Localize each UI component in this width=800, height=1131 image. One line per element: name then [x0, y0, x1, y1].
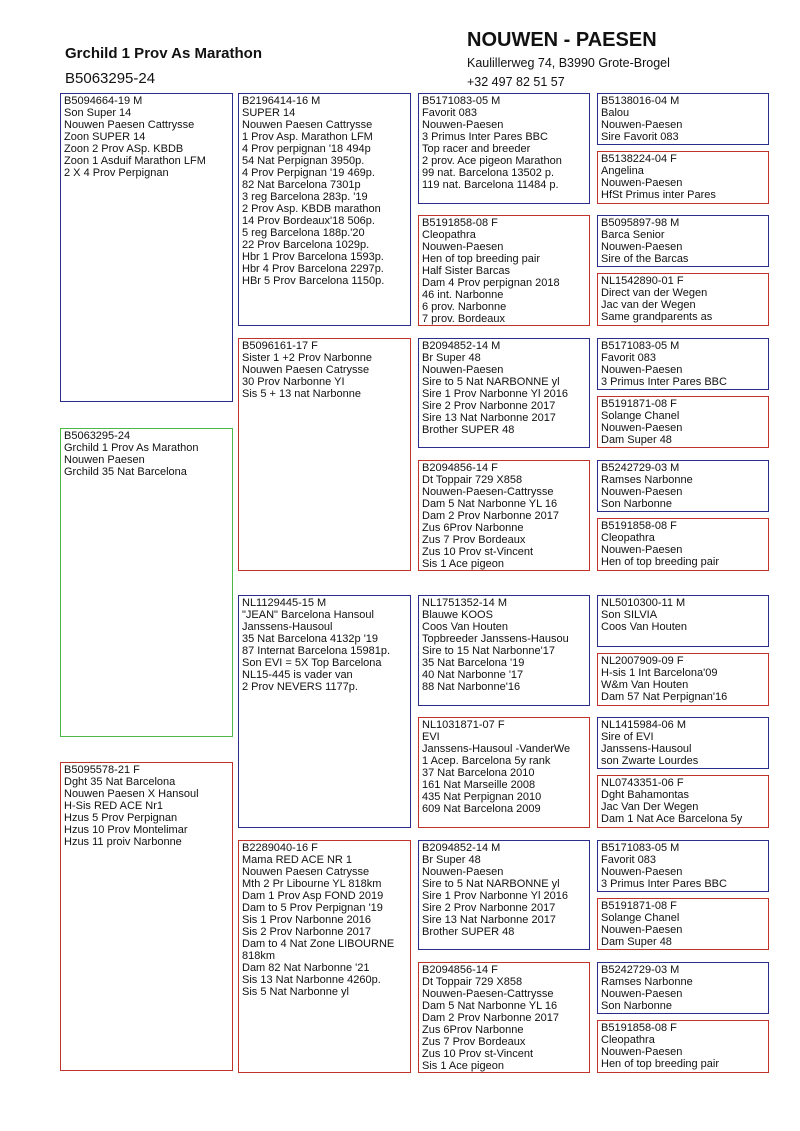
great-great-grandparent-card[interactable] [597, 775, 769, 828]
great-great-grandparent-card[interactable] [597, 898, 769, 950]
pigeon-name: Cleopathra [422, 229, 476, 241]
pigeon-name: Dt Toppair 729 X858 [422, 474, 523, 486]
ring-number: NL1542890-01 F [601, 275, 684, 287]
great-great-grandparent-card[interactable] [597, 396, 769, 448]
pedigree-line: Dam 82 Nat Narbonne '21 [242, 962, 370, 974]
pedigree-line: Dam to 5 Prov Perpignan '19 [242, 902, 383, 914]
ring-number: B5191858-08 F [422, 217, 498, 229]
pedigree-line: Nouwen-Paesen [601, 177, 683, 189]
pigeon-name: Blauwe KOOS [422, 609, 493, 621]
pigeon-name: Direct van der Wegen [601, 287, 708, 299]
pedigree-line: Nouwen Paesen Catrysse [242, 866, 370, 878]
pigeon-name: Barca Senior [601, 229, 665, 241]
pedigree-line: Sis 2 Prov Narbonne 2017 [242, 926, 372, 938]
pedigree-line: 35 Nat Barcelona 4132p '19 [242, 633, 379, 645]
pedigree-line: 46 int. Narbonne [422, 289, 504, 301]
ring-number: B5171083-05 M [601, 842, 680, 854]
pedigree-line: Zoon 1 Asduif Marathon LFM [64, 155, 206, 167]
pedigree-line: Dam 5 Nat Narbonne YL 16 [422, 1000, 558, 1012]
ring-number: NL2007909-09 F [601, 655, 684, 667]
pedigree-line: Sire to 15 Nat Narbonne'17 [422, 645, 555, 657]
pedigree-line: son Zwarte Lourdes [601, 755, 699, 767]
pedigree-line: Same grandparents as [601, 311, 713, 323]
pedigree-line: Janssens-Hausoul [242, 621, 333, 633]
ring-number: B5171083-05 M [601, 340, 680, 352]
pedigree-line: Sis 5 + 13 nat Narbonne [242, 388, 361, 400]
ring-number: B5095897-98 M [601, 217, 680, 229]
pedigree-line: H-Sis RED ACE Nr1 [64, 800, 164, 812]
pedigree-line: Nouwen-Paesen [601, 422, 683, 434]
pigeon-name: H-sis 1 Int Barcelona'09 [601, 667, 718, 679]
pedigree-line: 3 Primus Inter Pares BBC [601, 376, 727, 388]
pigeon-name: SUPER 14 [242, 107, 296, 119]
ring-number: B5063295-24 [64, 430, 131, 442]
pigeon-name: Cleopathra [601, 1034, 655, 1046]
pedigree-line: Sire to 5 Nat NARBONNE yl [422, 878, 560, 890]
pedigree-line: Janssens-Hausoul [601, 743, 692, 755]
pedigree-line: Zus 10 Prov st-Vincent [422, 546, 534, 558]
pedigree-line: Nouwen-Paesen [601, 241, 683, 253]
ring-number: NL1031871-07 F [422, 719, 505, 731]
pigeon-name: Solange Chanel [601, 912, 680, 924]
pedigree-line: 3 reg Barcelona 283p. '19 [242, 191, 368, 203]
pedigree-line: 99 nat. Barcelona 13502 p. [422, 167, 555, 179]
pedigree-line: 2 Prov Asp. KBDB marathon [242, 203, 381, 215]
pedigree-line: Dam Super 48 [601, 434, 672, 446]
pedigree-line: Nouwen-Paesen [601, 486, 683, 498]
pedigree-line: Dam 2 Prov Narbonne 2017 [422, 1012, 559, 1024]
pigeon-name: EVI [422, 731, 440, 743]
pigeon-name: Br Super 48 [422, 352, 481, 364]
great-great-grandparent-card[interactable] [597, 653, 769, 706]
pedigree-line: 37 Nat Barcelona 2010 [422, 767, 535, 779]
pedigree-line: Hen of top breeding pair [422, 253, 541, 265]
pedigree-line: Hen of top breeding pair [601, 1058, 720, 1070]
pedigree-line: Grchild 35 Nat Barcelona [64, 466, 187, 478]
great-great-grandparent-card[interactable] [597, 840, 769, 892]
pedigree-line: Nouwen-Paesen [422, 866, 504, 878]
great-grandparent-card[interactable] [418, 962, 590, 1073]
pedigree-line: Zoon 2 Prov ASp. KBDB [64, 143, 184, 155]
pedigree-line: Topbreeder Janssens-Hausou [422, 633, 569, 645]
great-great-grandparent-card[interactable] [597, 595, 769, 647]
great-great-grandparent-card[interactable] [597, 518, 769, 571]
pedigree-line: Hbr 1 Prov Barcelona 1593p. [242, 251, 384, 263]
pigeon-name: Favorit 083 [601, 854, 657, 866]
great-grandparent-card[interactable] [418, 338, 590, 448]
ring-number: B5094664-19 M [64, 95, 143, 107]
pedigree-line: Dam 57 Nat Perpignan'16 [601, 691, 728, 703]
pedigree-line: 22 Prov Barcelona 1029p. [242, 239, 370, 251]
pedigree-line: 1 Acep. Barcelona 5y rank [422, 755, 551, 767]
pedigree-line: Nouwen Paesen Cattrysse [242, 119, 373, 131]
pigeon-name: Favorit 083 [601, 352, 657, 364]
great-great-grandparent-card[interactable] [597, 215, 769, 267]
ring-number: B5191871-08 F [601, 398, 677, 410]
pedigree-line: Sire to 5 Nat NARBONNE yl [422, 376, 560, 388]
pedigree-line: Hzus 5 Prov Perpignan [64, 812, 178, 824]
ring-number: NL5010300-11 M [601, 597, 686, 609]
pedigree-line: 88 Nat Narbonne'16 [422, 681, 521, 693]
ring-number: B5191858-08 F [601, 1022, 677, 1034]
ring-number: B5191858-08 F [601, 520, 677, 532]
pedigree-line: Nouwen-Paesen [601, 364, 683, 376]
great-great-grandparent-card[interactable] [597, 460, 769, 512]
pedigree-line: 87 Internat Barcelona 15981p. [242, 645, 391, 657]
granddam-dam-side-card[interactable] [238, 840, 411, 1073]
pedigree-line: Nouwen-Paesen [422, 241, 504, 253]
pedigree-line: Coos Van Houten [601, 621, 688, 633]
pedigree-line: 30 Prov Narbonne YI [242, 376, 345, 388]
great-grandparent-card[interactable] [418, 93, 590, 204]
pigeon-name: Favorit 083 [422, 107, 478, 119]
pedigree-line: 2 Prov NEVERS 1177p. [242, 681, 358, 693]
pedigree-line: Sis 1 Prov Narbonne 2016 [242, 914, 372, 926]
grandsire-dam-side-card[interactable] [238, 595, 411, 828]
ring-number: B2289040-16 F [242, 842, 318, 854]
great-grandparent-card[interactable] [418, 215, 590, 326]
great-great-grandparent-card[interactable] [597, 93, 769, 145]
pedigree-line: Dam Super 48 [601, 936, 672, 948]
pigeon-name: Dt Toppair 729 X858 [422, 976, 523, 988]
pedigree-line: 6 prov. Narbonne [422, 301, 507, 313]
pedigree-line: 4 Prov Perpignan '19 469p. [242, 167, 375, 179]
great-grandparent-card[interactable] [418, 595, 590, 706]
ring-number: B5096161-17 F [242, 340, 318, 352]
pigeon-name: Sister 1 +2 Prov Narbonne [242, 352, 372, 364]
pedigree-line: Nouwen-Paesen-Cattrysse [422, 988, 554, 1000]
ring-number: B2094856-14 F [422, 964, 498, 976]
pedigree-line: 2 prov. Ace pigeon Marathon [422, 155, 562, 167]
great-grandparent-card[interactable] [418, 460, 590, 571]
pigeon-name: Br Super 48 [422, 854, 481, 866]
granddam-sire-side-card[interactable] [238, 338, 411, 571]
great-grandparent-card[interactable] [418, 717, 590, 828]
pigeon-name: Ramses Narbonne [601, 474, 693, 486]
ring-number: B5171083-05 M [422, 95, 501, 107]
pedigree-line: Mth 2 Pr Libourne YL 818km [242, 878, 382, 890]
breeder-name: NOUWEN - PAESEN [467, 29, 657, 51]
great-great-grandparent-card[interactable] [597, 273, 769, 326]
pedigree-line: Dam 5 Nat Narbonne YL 16 [422, 498, 558, 510]
pedigree-line: Nouwen Paesen [64, 454, 145, 466]
pedigree-line: Nouwen-Paesen [601, 1046, 683, 1058]
pedigree-line: Top racer and breeder [422, 143, 531, 155]
great-great-grandparent-card[interactable] [597, 717, 769, 769]
ring-number: B5191871-08 F [601, 900, 677, 912]
pedigree-line: Janssens-Hausoul -VanderWe [422, 743, 571, 755]
pedigree-line: HfSt Primus inter Pares [601, 189, 716, 201]
great-great-grandparent-card[interactable] [597, 338, 769, 390]
pedigree-line: Dam 2 Prov Narbonne 2017 [422, 510, 559, 522]
ring-number: NL1129445-15 M [242, 597, 327, 609]
pigeon-name: Ramses Narbonne [601, 976, 693, 988]
pedigree-line: Dam 4 Prov perpignan 2018 [422, 277, 560, 289]
pedigree-line: NL15-445 is vader van [242, 669, 353, 681]
pedigree-line: Hbr 4 Prov Barcelona 2297p. [242, 263, 384, 275]
pedigree-line: Coos Van Houten [422, 621, 509, 633]
pedigree-line: Sire Favorit 083 [601, 131, 679, 143]
pedigree-line: 119 nat. Barcelona 11484 p. [422, 179, 559, 191]
pedigree-line: Brother SUPER 48 [422, 926, 515, 938]
ring-number: B2196414-16 M [242, 95, 321, 107]
pedigree-line: Dam to 4 Nat Zone LIBOURNE 818km [242, 938, 395, 962]
pedigree-line: Hzus 10 Prov Montelimar [64, 824, 188, 836]
pigeon-name: Dght Bahamontas [601, 789, 690, 801]
ring-number: NL1751352-14 M [422, 597, 508, 609]
pedigree-line: 14 Prov Bordeaux'18 506p. [242, 215, 375, 227]
pedigree-ring-number: B5063295-24 [65, 70, 156, 87]
pedigree-line: Brother SUPER 48 [422, 424, 515, 436]
pigeon-name: Angelina [601, 165, 644, 177]
pedigree-line: Jac Van Der Wegen [601, 801, 699, 813]
pedigree-line: Nouwen Paesen Catrysse [242, 364, 370, 376]
pedigree-line: Sire 13 Nat Narbonne 2017 [422, 914, 556, 926]
pedigree-line: Sire 2 Prov Narbonne 2017 [422, 400, 556, 412]
pedigree-line: W&m Van Houten [601, 679, 689, 691]
pedigree-line: Son Narbonne [601, 1000, 672, 1012]
pedigree-line: Nouwen-Paesen [601, 924, 683, 936]
ring-number: B5242729-03 M [601, 964, 680, 976]
pedigree-line: Zus 6Prov Narbonne [422, 1024, 524, 1036]
pedigree-line: Nouwen-Paesen-Cattrysse [422, 486, 554, 498]
pedigree-line: HBr 5 Prov Barcelona 1150p. [242, 275, 385, 287]
pedigree-line: 35 Nat Barcelona '19 [422, 657, 525, 669]
breeder-address: Kaulillerweg 74, B3990 Grote-Brogel [467, 56, 670, 70]
pigeon-name: Sire of EVI [601, 731, 654, 743]
pedigree-line: Sis 5 Nat Narbonne yl [242, 986, 349, 998]
ring-number: B5138224-04 F [601, 153, 677, 165]
pedigree-line: Nouwen-Paesen [601, 119, 683, 131]
ring-number: B5242729-03 M [601, 462, 680, 474]
great-great-grandparent-card[interactable] [597, 151, 769, 204]
pigeon-name: "JEAN" Barcelona Hansoul [242, 609, 374, 621]
ring-number: B2094852-14 M [422, 340, 501, 352]
pedigree-line: Son EVI = 5X Top Barcelona [242, 657, 382, 669]
pedigree-line: Nouwen-Paesen [601, 866, 683, 878]
pedigree-line: Dam 1 Nat Ace Barcelona 5y [601, 813, 743, 825]
pedigree-line: 5 reg Barcelona 188p.'20 [242, 227, 365, 239]
ring-number: B5095578-21 F [64, 764, 140, 776]
pedigree-line: Sire 2 Prov Narbonne 2017 [422, 902, 556, 914]
pigeon-name: Grchild 1 Prov As Marathon [64, 442, 199, 454]
great-great-grandparent-card[interactable] [597, 962, 769, 1014]
pedigree-line: Nouwen Paesen Cattrysse [64, 119, 195, 131]
sire-card[interactable] [60, 93, 233, 402]
pigeon-name: Mama RED ACE NR 1 [242, 854, 353, 866]
pigeon-name: Cleopathra [601, 532, 655, 544]
pigeon-name: Solange Chanel [601, 410, 680, 422]
ring-number: B2094852-14 M [422, 842, 501, 854]
pedigree-line: Dam 1 Prov Asp FOND 2019 [242, 890, 384, 902]
pedigree-line: Nouwen Paesen X Hansoul [64, 788, 199, 800]
pedigree-line: Zus 6Prov Narbonne [422, 522, 524, 534]
pedigree-line: 40 Nat Narbonne '17 [422, 669, 524, 681]
pedigree-line: Sis 1 Ace pigeon [422, 558, 504, 570]
ring-number: NL1415984-06 M [601, 719, 687, 731]
pedigree-line: 609 Nat Barcelona 2009 [422, 803, 541, 815]
pedigree-line: 3 Primus Inter Pares BBC [601, 878, 727, 890]
pedigree-line: Sire 1 Prov Narbonne Yl 2016 [422, 890, 568, 902]
pedigree-line: 435 Nat Perpignan 2010 [422, 791, 542, 803]
pedigree-line: Hen of top breeding pair [601, 556, 720, 568]
grandsire-sire-side-card[interactable] [238, 93, 411, 326]
great-grandparent-card[interactable] [418, 840, 590, 950]
dam-card[interactable] [60, 762, 233, 1071]
pedigree-line: Sire 13 Nat Narbonne 2017 [422, 412, 556, 424]
pedigree-line: Sis 1 Ace pigeon [422, 1060, 504, 1072]
pedigree-line: Zoon SUPER 14 [64, 131, 146, 143]
pedigree-line: 2 X 4 Prov Perpignan [64, 167, 169, 179]
pedigree-line: 3 Primus Inter Pares BBC [422, 131, 548, 143]
pedigree-line: 1 Prov Asp. Marathon LFM [242, 131, 373, 143]
pedigree-line: Nouwen-Paesen [422, 119, 504, 131]
pedigree-line: Son Narbonne [601, 498, 672, 510]
pedigree-line: Nouwen-Paesen [601, 544, 683, 556]
pigeon-name: Son SILVIA [601, 609, 658, 621]
pigeon-name: Son Super 14 [64, 107, 132, 119]
great-great-grandparent-card[interactable] [597, 1020, 769, 1073]
pedigree-line: 161 Nat Marseille 2008 [422, 779, 536, 791]
ring-number: NL0743351-06 F [601, 777, 684, 789]
pedigree-line: Sire of the Barcas [601, 253, 689, 265]
pedigree-line: Sis 13 Nat Narbonne 4260p. [242, 974, 381, 986]
pedigree-line: 4 Prov perpignan '18 494p [242, 143, 371, 155]
pedigree-line: Zus 10 Prov st-Vincent [422, 1048, 534, 1060]
pedigree-title: Grchild 1 Prov As Marathon [65, 45, 262, 62]
pedigree-line: 54 Nat Perpignan 3950p. [242, 155, 365, 167]
subject-card[interactable] [60, 428, 233, 737]
pigeon-name: Balou [601, 107, 630, 119]
pedigree-line: 82 Nat Barcelona 7301p [242, 179, 361, 191]
breeder-phone: +32 497 82 51 57 [467, 75, 565, 89]
pedigree-line: Nouwen-Paesen [422, 364, 504, 376]
pedigree-line: 7 prov. Bordeaux [422, 313, 505, 325]
pedigree-line: Jac van der Wegen [601, 299, 696, 311]
ring-number: B5138016-04 M [601, 95, 680, 107]
pedigree-line: Sire 1 Prov Narbonne Yl 2016 [422, 388, 568, 400]
pedigree-line: Zus 7 Prov Bordeaux [422, 534, 526, 546]
pedigree-line: Half Sister Barcas [422, 265, 511, 277]
ring-number: B2094856-14 F [422, 462, 498, 474]
pedigree-line: Zus 7 Prov Bordeaux [422, 1036, 526, 1048]
pedigree-line: Hzus 11 proiv Narbonne [64, 836, 182, 848]
pigeon-name: Dght 35 Nat Barcelona [64, 776, 176, 788]
pedigree-line: Nouwen-Paesen [601, 988, 683, 1000]
